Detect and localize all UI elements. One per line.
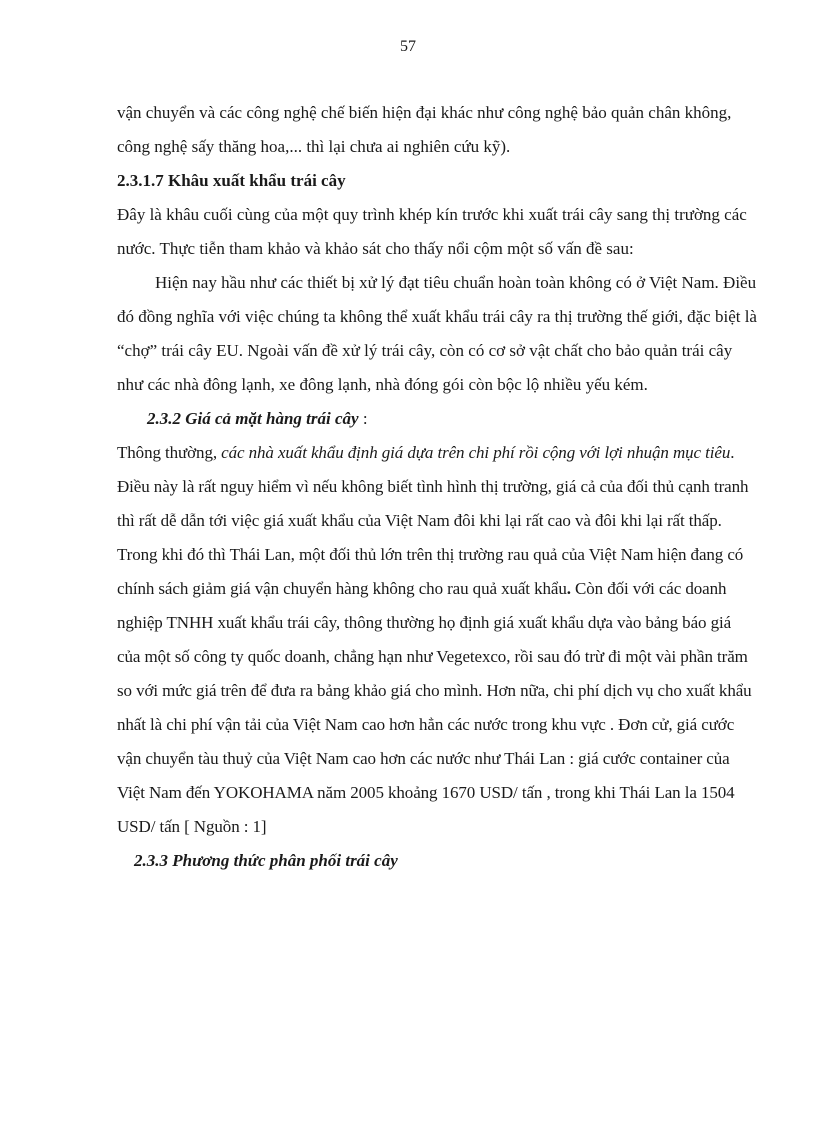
heading-233: 2.3.3 Phương thức phân phối trái cây <box>134 851 398 870</box>
document-body <box>117 96 757 878</box>
heading-232: 2.3.2 Giá cả mặt hàng trái cây <box>147 409 359 428</box>
heading-2317: 2.3.1.7 Khâu xuất khẩu trái cây <box>117 171 346 190</box>
paragraph-continuation: vận chuyển và các công nghệ chế biến hiện đại khác như công nghệ bảo quản chân không, công nghệ sấy thăng hoa,... thì lại chưa ai nghiên cứu kỹ). <box>117 103 732 156</box>
pricing-body: . Điều này là rất nguy hiểm vì nếu không biết tình hình thị trường, giá cả của đối thủ cạnh tranh thì rất dễ dẫn tới việc giá xuất khẩu của Việt Nam đôi khi lại rất cao và đôi khi lại rất thấp. Trong khi đó thì Thái Lan, một đối thủ lớn trên thị trường rau quả của Việt Nam hiện đang có chính sách giảm giá vận chuyển hàng không cho rau quả xuất khẩu <box>117 443 749 598</box>
paragraph-processing-equipment: Hiện nay hầu như các thiết bị xử lý đạt tiêu chuẩn hoàn toàn không có ở Việt Nam. Điều đó đồng nghĩa với việc chúng ta không thể xuất khẩu trái cây ra thị trường thế giới, đặc biệt là “chợ” trái cây EU. Ngoài vấn đề xử lý trái cây, còn có cơ sở vật chất cho bảo quản trái cây như các nhà đông lạnh, xe đông lạnh, nhà đóng gói còn bộc lộ nhiều yếu kém. <box>117 273 757 394</box>
pricing-body-continued: Còn đối với các doanh nghiệp TNHH xuất khẩu trái cây, thông thường họ định giá xuất khẩu dựa vào bảng báo giá của một số công ty quốc doanh, chẳng hạn như Vegetexco, rồi sau đó trừ đi một vài phần trăm so với mức giá trên để đưa ra bảng khảo giá cho mình. Hơn nữa, chi phí dịch vụ cho xuất khẩu nhất là chi phí vận tải của Việt Nam cao hơn hẳn các nước trong khu vực . Đơn cử, giá cước vận chuyển tàu thuỷ của Việt Nam cao hơn các nước như Thái Lan : giá cước container của Việt Nam đến YOKOHAMA năm 2005 khoảng 1670 USD/ tấn , trong khi Thái Lan la 1504 USD/ tấn [ Nguồn : 1] <box>117 579 752 836</box>
paragraph-export-stage: Đây là khâu cuối cùng của một quy trình khép kín trước khi xuất trái cây sang thị trường các nước. Thực tiễn tham khảo và khảo sát cho thấy nổi cộm một số vấn đề sau: <box>117 205 747 258</box>
page-number: 57 <box>400 38 416 55</box>
paragraph-pricing <box>117 436 757 844</box>
heading-232-line <box>117 402 757 436</box>
pricing-intro: Thông thường, <box>117 443 222 462</box>
pricing-italic-phrase: các nhà xuất khẩu định giá dựa trên chi phí rồi cộng với lợi nhuận mục tiêu <box>221 443 731 462</box>
heading-232-suffix: : <box>358 409 368 428</box>
pricing-bold-period: . <box>566 579 571 598</box>
